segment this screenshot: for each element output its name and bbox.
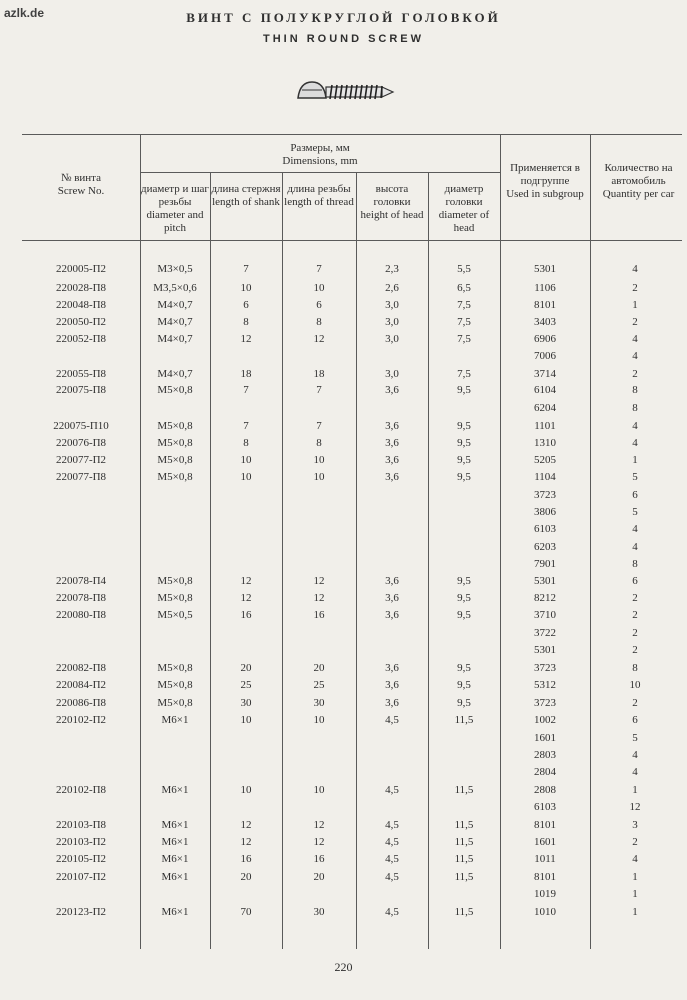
head-diameter: 11,5 [454,906,474,918]
head-height: 4,5 [385,714,399,726]
diameter-pitch: М6×1 [161,853,189,865]
thread-length: 10 [313,471,325,483]
screw-number: 220052-П8 [55,333,107,345]
subgroup: 6103 [534,801,556,813]
quantity: 2 [632,368,638,380]
screw-number: 220107-П2 [55,871,107,883]
thread-length: 25 [313,679,325,691]
screw-number: 220077-П2 [55,454,107,466]
subgroup: 3723 [534,662,556,674]
subgroup: 3403 [534,316,556,328]
table-row [0,870,687,885]
header-dimensions [140,142,500,168]
quantity: 6 [632,575,638,587]
table-row [0,557,687,572]
table-row [0,818,687,833]
head-height: 3,6 [385,592,399,604]
screw-number: 220102-П2 [55,714,107,726]
head-diameter: 6,5 [457,282,471,294]
table-row [0,383,687,398]
thread-length: 12 [313,333,325,345]
header-diameter-ru: диаметр и шаг резьбы [141,183,209,208]
diameter-pitch: М5×0,8 [157,679,193,691]
table-row [0,436,687,451]
table-row [0,332,687,347]
quantity: 4 [632,420,638,432]
thread-length: 12 [313,592,325,604]
screw-number: 220005-П2 [55,263,107,275]
shank-length: 30 [240,697,252,709]
head-diameter: 9,5 [457,384,471,396]
table-row [0,765,687,780]
head-diameter: 7,5 [457,368,471,380]
head-height: 3,0 [385,299,399,311]
head-diameter: 9,5 [457,437,471,449]
screw-number: 220028-П8 [55,282,107,294]
shank-length: 10 [240,784,252,796]
subgroup: 5312 [534,679,556,691]
diameter-pitch: М5×0,8 [157,420,193,432]
diameter-pitch: М6×1 [161,784,189,796]
quantity: 1 [632,454,638,466]
head-height: 4,5 [385,836,399,848]
quantity: 1 [632,888,638,900]
head-height: 3,6 [385,697,399,709]
header-thread [282,183,356,209]
diameter-pitch: М4×0,7 [157,299,193,311]
quantity: 4 [632,350,638,362]
quantity: 2 [632,697,638,709]
head-diameter: 9,5 [457,471,471,483]
table-row [0,401,687,416]
subgroup: 8101 [534,299,556,311]
table-row [0,626,687,641]
diameter-pitch: М5×0,8 [157,662,193,674]
screw-number: 220082-П8 [55,662,107,674]
table-row [0,262,687,277]
head-diameter: 9,5 [457,697,471,709]
thread-length: 10 [313,454,325,466]
table-row [0,643,687,658]
table-row [0,522,687,537]
head-diameter: 11,5 [454,853,474,865]
diameter-pitch: М3,5×0,6 [153,282,197,294]
shank-length: 20 [240,662,252,674]
title-english: THIN ROUND SCREW [262,33,425,45]
shank-length: 16 [240,853,252,865]
table-row [0,731,687,746]
head-diameter: 9,5 [457,592,471,604]
screw-number: 220075-П8 [55,384,107,396]
head-diameter: 11,5 [454,819,474,831]
header-quantity-ru: Количество на автомобиль [604,162,673,187]
diameter-pitch: М5×0,5 [157,609,193,621]
quantity: 2 [632,644,638,656]
shank-length: 25 [240,679,252,691]
diameter-pitch: М4×0,7 [157,368,193,380]
subgroup: 3806 [534,506,556,518]
quantity: 2 [632,627,638,639]
head-diameter: 7,5 [457,316,471,328]
subgroup: 5301 [534,575,556,587]
thread-length: 8 [316,437,322,449]
quantity: 12 [629,801,641,813]
quantity: 6 [632,714,638,726]
subgroup: 7901 [534,558,556,570]
quantity: 4 [632,523,638,535]
screw-number: 220077-П8 [55,471,107,483]
head-diameter: 11,5 [454,714,474,726]
screw-number: 220050-П2 [55,316,107,328]
header-head-height-en: height of head [360,209,424,221]
head-diameter: 11,5 [454,784,474,796]
shank-length: 7 [243,384,249,396]
subgroup: 1011 [534,853,556,865]
header-head-height-ru: высота головки [373,183,411,208]
table-row [0,349,687,364]
diameter-pitch: М5×0,8 [157,454,193,466]
table-row [0,783,687,798]
header-head-diameter [428,183,500,235]
screw-number: 220105-П2 [55,853,107,865]
thread-length: 30 [313,906,325,918]
thread-length: 30 [313,697,325,709]
shank-length: 12 [240,333,252,345]
subgroup: 1101 [534,420,556,432]
head-height: 3,6 [385,384,399,396]
shank-length: 7 [243,263,249,275]
subgroup: 6103 [534,523,556,535]
screw-number: 220080-П8 [55,609,107,621]
thread-length: 10 [313,714,325,726]
head-height: 3,6 [385,679,399,691]
quantity: 4 [632,766,638,778]
table-row [0,574,687,589]
diameter-pitch: М6×1 [161,906,189,918]
dimensions-rule [140,172,500,173]
quantity: 5 [632,506,638,518]
quantity: 8 [632,384,638,396]
diameter-pitch: М5×0,8 [157,575,193,587]
header-dimensions-ru: Размеры, мм [290,142,350,154]
page-number: 220 [334,960,353,974]
subgroup: 1002 [534,714,556,726]
subgroup: 3722 [534,627,556,639]
table-row [0,315,687,330]
screw-number: 220078-П4 [55,575,107,587]
diameter-pitch: М5×0,8 [157,384,193,396]
table-row [0,367,687,382]
shank-length: 16 [240,609,252,621]
subgroup: 3723 [534,489,556,501]
shank-length: 18 [240,368,252,380]
header-diameter-en: diameter and pitch [146,209,204,234]
subgroup: 2804 [534,766,556,778]
subgroup: 5301 [534,263,556,275]
screw-number: 220102-П8 [55,784,107,796]
head-diameter: 9,5 [457,679,471,691]
thread-length: 20 [313,871,325,883]
screw-number: 220048-П8 [55,299,107,311]
diameter-pitch: М4×0,7 [157,316,193,328]
diameter-pitch: М5×0,8 [157,471,193,483]
shank-length: 70 [240,906,252,918]
head-height: 2,6 [385,282,399,294]
shank-length: 12 [240,575,252,587]
head-height: 3,0 [385,316,399,328]
subgroup: 8212 [534,592,556,604]
screw-number: 220055-П8 [55,368,107,380]
subgroup: 1601 [534,836,556,848]
subgroup: 1104 [534,471,556,483]
shank-length: 10 [240,471,252,483]
shank-length: 10 [240,454,252,466]
table-row [0,281,687,296]
quantity: 2 [632,836,638,848]
shank-length: 12 [240,592,252,604]
head-diameter: 9,5 [457,609,471,621]
table-row [0,835,687,850]
diameter-pitch: М6×1 [161,714,189,726]
quantity: 4 [632,541,638,553]
shank-length: 7 [243,420,249,432]
quantity: 5 [632,732,638,744]
shank-length: 20 [240,871,252,883]
diameter-pitch: М5×0,8 [157,592,193,604]
table-row [0,488,687,503]
diameter-pitch: М6×1 [161,819,189,831]
quantity: 2 [632,282,638,294]
header-screw-no-en: Screw No. [57,185,105,197]
subgroup: 1010 [534,906,556,918]
subgroup: 6906 [534,333,556,345]
quantity: 2 [632,609,638,621]
table-row [0,905,687,920]
quantity: 6 [632,489,638,501]
thread-length: 12 [313,575,325,587]
header-screw-no [22,172,140,198]
thread-length: 7 [316,384,322,396]
screw-number: 220086-П8 [55,697,107,709]
head-height: 3,0 [385,333,399,345]
watermark: azlk.de [4,6,45,20]
thread-length: 18 [313,368,325,380]
header-thread-ru: длина резьбы [287,183,351,195]
table-row [0,540,687,555]
screw-number: 220076-П8 [55,437,107,449]
head-height: 3,6 [385,420,399,432]
header-thread-en: length of thread [284,196,354,208]
diameter-pitch: М5×0,8 [157,697,193,709]
screw-number: 220103-П2 [55,836,107,848]
subgroup: 5301 [534,644,556,656]
head-height: 3,6 [385,437,399,449]
quantity: 4 [632,749,638,761]
shank-length: 8 [243,316,249,328]
shank-length: 6 [243,299,249,311]
header-shank-en: length of shank [212,196,280,208]
shank-length: 12 [240,836,252,848]
head-height: 2,3 [385,263,399,275]
table-row [0,661,687,676]
table-row [0,591,687,606]
subgroup: 3714 [534,368,556,380]
head-diameter: 9,5 [457,420,471,432]
diameter-pitch: М4×0,7 [157,333,193,345]
table-row [0,505,687,520]
diameter-pitch: М6×1 [161,836,189,848]
header-subgroup-ru: Применяется в подгруппе [510,162,580,187]
table-top-rule [22,134,682,135]
header-head-height [356,183,428,222]
header-head-diameter-ru: диаметр головки [444,183,484,208]
header-quantity [590,162,687,201]
head-height: 4,5 [385,871,399,883]
quantity: 4 [632,853,638,865]
title-russian: ВИНТ С ПОЛУКРУГЛОЙ ГОЛОВКОЙ [186,10,501,25]
subgroup: 2803 [534,749,556,761]
quantity: 1 [632,906,638,918]
quantity: 2 [632,592,638,604]
subgroup: 8101 [534,819,556,831]
head-height: 3,6 [385,609,399,621]
head-diameter: 11,5 [454,871,474,883]
thread-length: 8 [316,316,322,328]
quantity: 8 [632,402,638,414]
diameter-pitch: М3×0,5 [157,263,193,275]
thread-length: 12 [313,819,325,831]
thread-length: 16 [313,609,325,621]
quantity: 1 [632,784,638,796]
head-height: 3,6 [385,662,399,674]
table-row [0,852,687,867]
table-row [0,678,687,693]
table-row [0,713,687,728]
table-row [0,298,687,313]
quantity: 1 [632,871,638,883]
header-shank-ru: длина стержня [211,183,281,195]
subgroup: 3710 [534,609,556,621]
head-height: 3,6 [385,454,399,466]
shank-length: 10 [240,714,252,726]
header-dimensions-en: Dimensions, mm [282,155,358,167]
quantity: 8 [632,662,638,674]
thread-length: 6 [316,299,322,311]
quantity: 8 [632,558,638,570]
header-diameter [140,183,210,235]
diameter-pitch: М5×0,8 [157,437,193,449]
head-height: 3,0 [385,368,399,380]
screw-number: 220123-П2 [55,906,107,918]
subgroup: 7006 [534,350,556,362]
thread-length: 12 [313,836,325,848]
screw-number: 220103-П8 [55,819,107,831]
head-diameter: 11,5 [454,836,474,848]
header-bottom-rule [22,240,682,241]
head-diameter: 9,5 [457,662,471,674]
table-row [0,419,687,434]
head-height: 4,5 [385,819,399,831]
quantity: 1 [632,299,638,311]
table-row [0,887,687,902]
thread-length: 20 [313,662,325,674]
quantity: 2 [632,316,638,328]
header-screw-no-ru: № винта [60,172,102,184]
subgroup: 1601 [534,732,556,744]
quantity: 4 [632,263,638,275]
subgroup: 3723 [534,697,556,709]
head-diameter: 9,5 [457,575,471,587]
head-diameter: 7,5 [457,299,471,311]
table-row [0,748,687,763]
subgroup: 5205 [534,454,556,466]
table-row [0,470,687,485]
subgroup: 1019 [534,888,556,900]
thread-length: 7 [316,263,322,275]
header-subgroup-en: Used in subgroup [506,188,584,200]
subgroup: 1310 [534,437,556,449]
head-height: 4,5 [385,784,399,796]
quantity: 4 [632,437,638,449]
thread-length: 16 [313,853,325,865]
head-diameter: 5,5 [457,263,471,275]
shank-length: 12 [240,819,252,831]
screw-number: 220084-П2 [55,679,107,691]
table-row [0,800,687,815]
quantity: 5 [632,471,638,483]
shank-length: 10 [240,282,252,294]
header-subgroup [500,162,590,201]
diameter-pitch: М6×1 [161,871,189,883]
table-row [0,696,687,711]
thread-length: 7 [316,420,322,432]
quantity: 4 [632,333,638,345]
head-diameter: 7,5 [457,333,471,345]
subgroup: 2808 [534,784,556,796]
head-height: 3,6 [385,575,399,587]
thread-length: 10 [313,282,325,294]
head-diameter: 9,5 [457,454,471,466]
header-head-diameter-en: diameter of head [438,209,490,234]
thread-length: 10 [313,784,325,796]
shank-length: 8 [243,437,249,449]
head-height: 4,5 [385,906,399,918]
table-row [0,608,687,623]
header-quantity-en: Quantity per car [602,188,675,200]
screw-number: 220075-П10 [53,420,109,432]
subgroup: 8101 [534,871,556,883]
quantity: 10 [629,679,641,691]
head-height: 3,6 [385,471,399,483]
subgroup: 6203 [534,541,556,553]
quantity: 3 [632,819,638,831]
screw-number: 220078-П8 [55,592,107,604]
head-height: 4,5 [385,853,399,865]
subgroup: 6104 [534,384,556,396]
table-row [0,453,687,468]
subgroup: 1106 [534,282,556,294]
screw-illustration [296,80,396,104]
subgroup: 6204 [534,402,556,414]
header-shank [210,183,282,209]
